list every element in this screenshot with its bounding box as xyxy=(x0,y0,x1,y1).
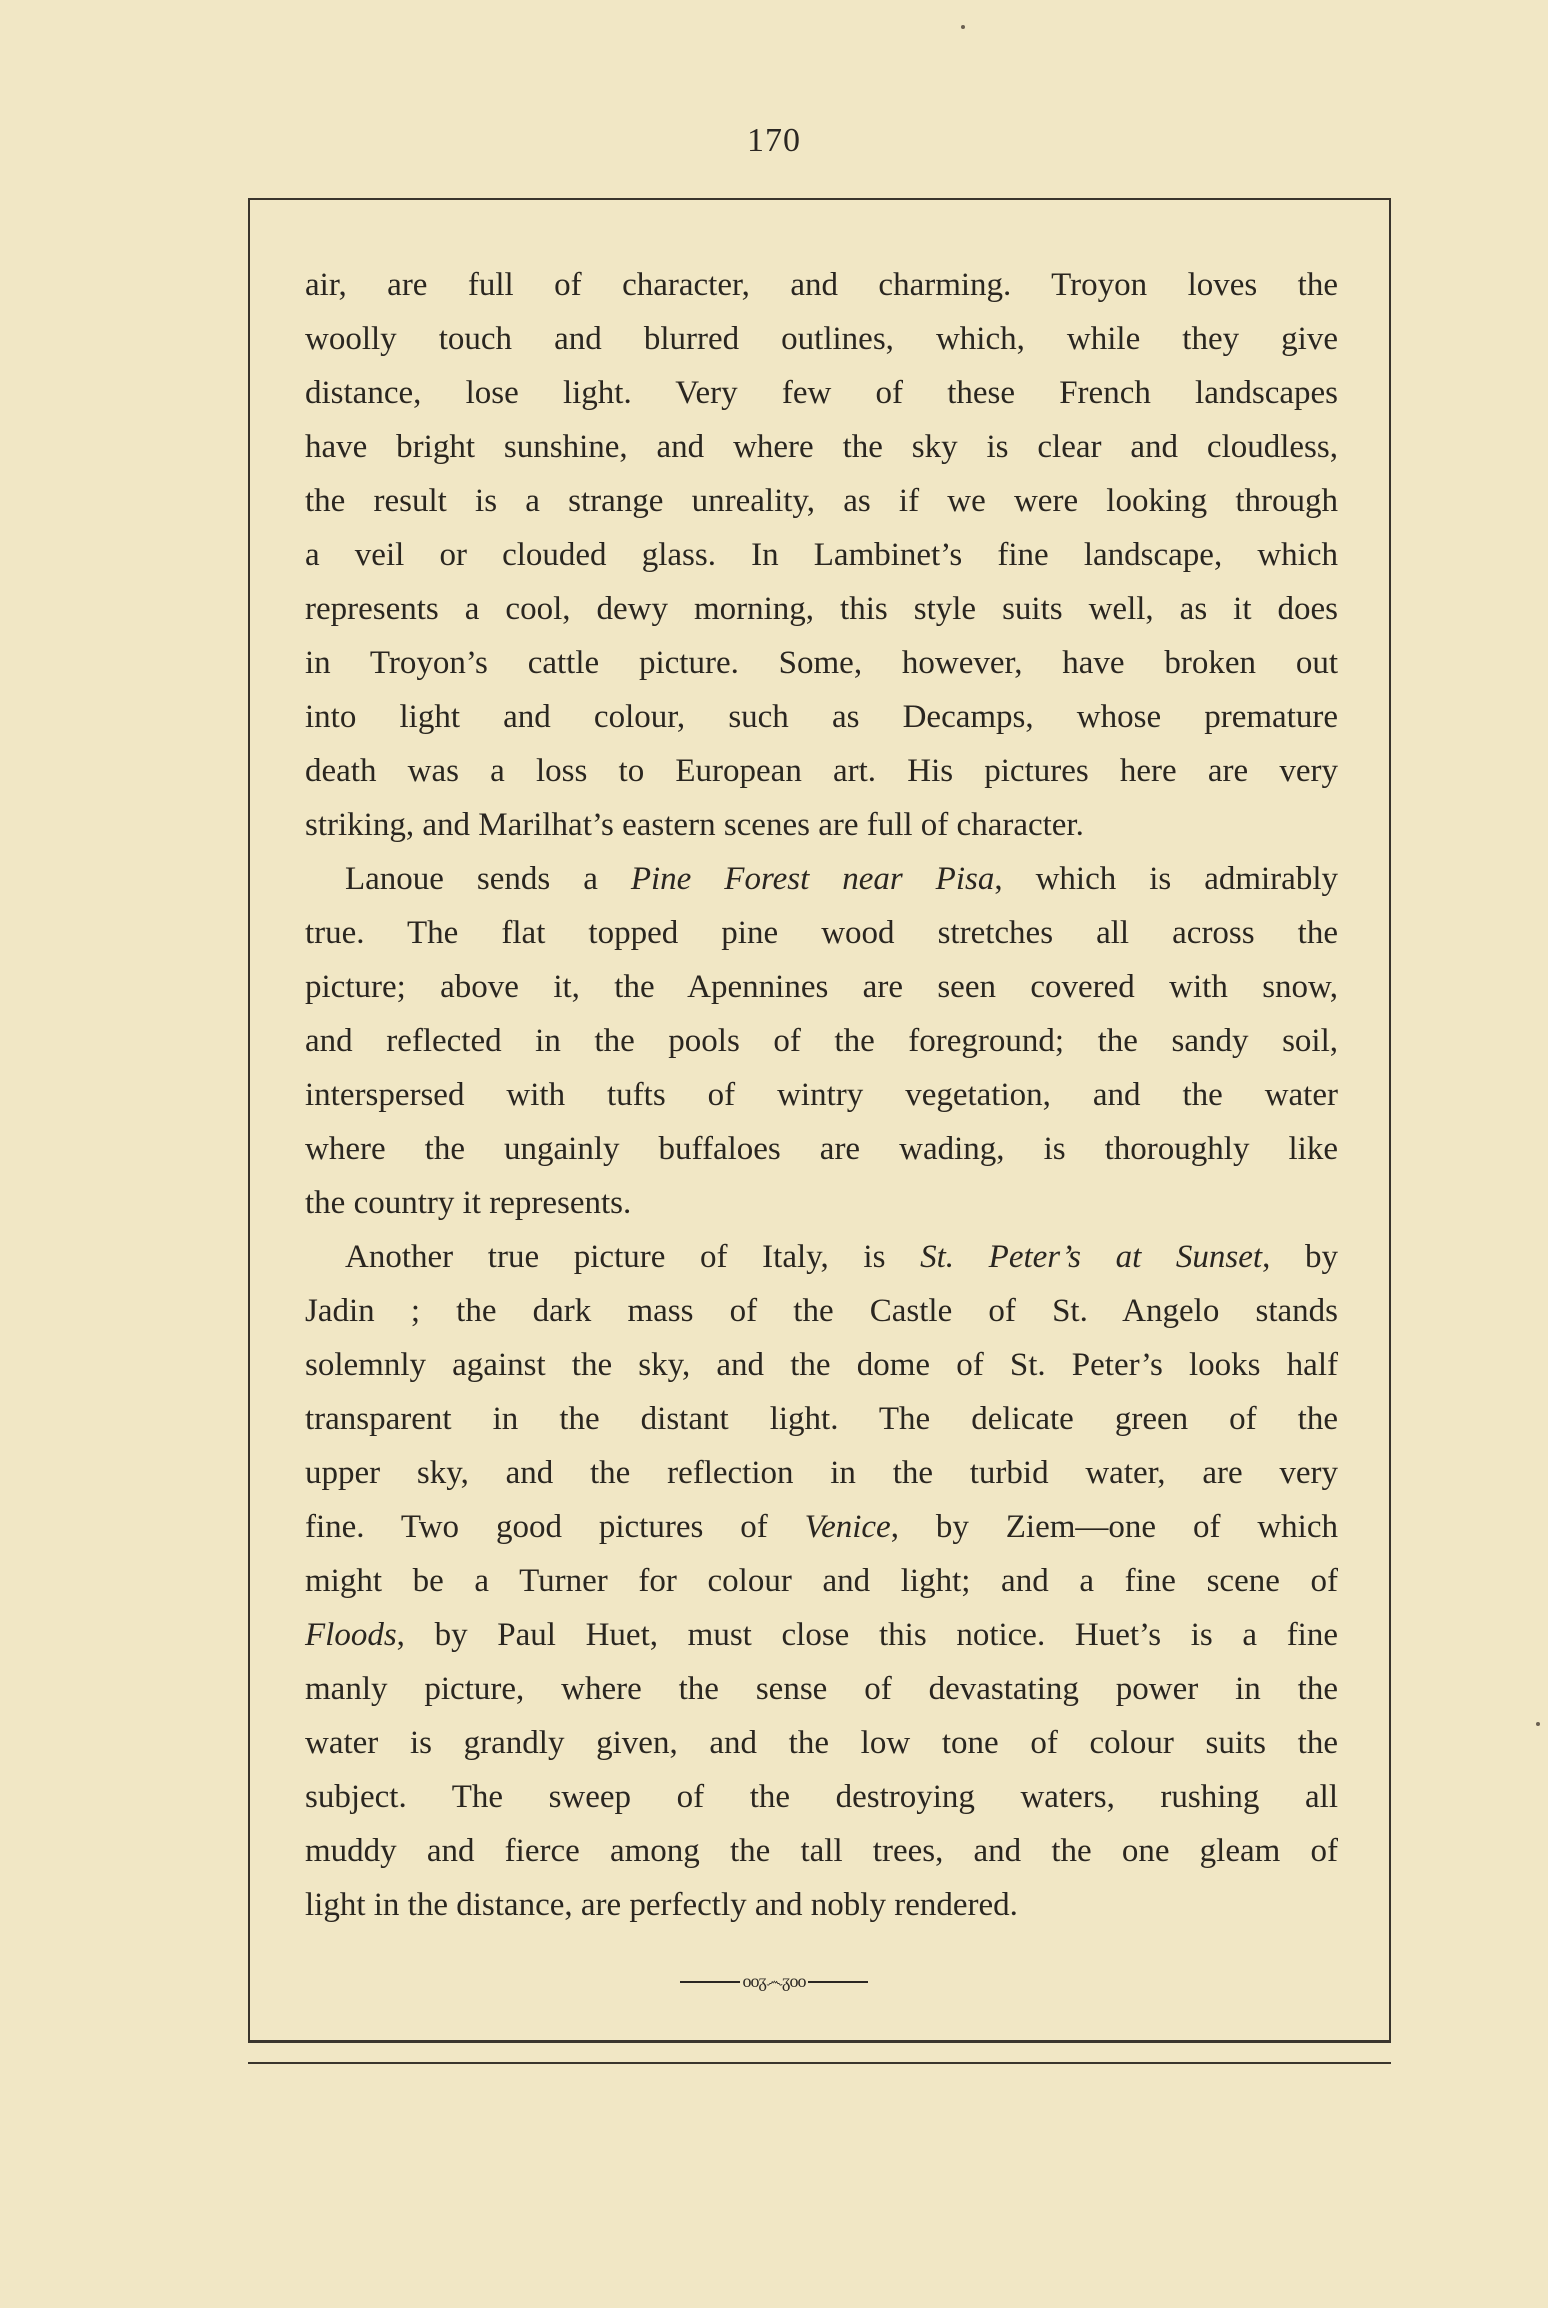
text-line: picture; above it, the Apennines are seen covered with snow, xyxy=(305,969,1338,1005)
text-line: muddy and fierce among the tall trees, and the one gleam of xyxy=(305,1833,1338,1869)
text-line: true. The flat topped pine wood stretches all across the xyxy=(305,915,1338,951)
paragraph-3 xyxy=(305,1230,1338,1932)
text-line: death was a loss to European art. His pictures here are very xyxy=(305,753,1338,789)
paper-speck xyxy=(1536,1722,1540,1726)
page-number: 170 xyxy=(747,122,801,159)
text-line: Jadin ; the dark mass of the Castle of St. Angelo stands xyxy=(305,1293,1338,1329)
text-line: Floods, by Paul Huet, must close this notice. Huet’s is a fine xyxy=(305,1617,1338,1653)
text-line: striking, and Marilhat’s eastern scenes are full of character. xyxy=(305,807,1084,843)
text-line: where the ungainly buffaloes are wading, is thoroughly like xyxy=(305,1131,1338,1167)
text-line: and reflected in the pools of the foreground; the sandy soil, xyxy=(305,1023,1338,1059)
italic-title: Floods xyxy=(305,1617,397,1653)
text-line: the result is a strange unreality, as if we were looking through xyxy=(305,483,1338,519)
text-line: Another true picture of Italy, is St. Peter’s at Sunset, by xyxy=(345,1239,1338,1275)
ornament-rule-right xyxy=(808,1981,868,1983)
text-line: Lanoue sends a Pine Forest near Pisa, which is admirably xyxy=(345,861,1338,897)
text-line: light in the distance, are perfectly and nobly rendered. xyxy=(305,1887,1018,1923)
section-end-ornament xyxy=(0,1970,1548,1992)
text-line: the country it represents. xyxy=(305,1185,632,1221)
text-line: into light and colour, such as Decamps, whose premature xyxy=(305,699,1338,735)
text-line: subject. The sweep of the destroying waters, rushing all xyxy=(305,1779,1338,1815)
text-line: manly picture, where the sense of devastating power in the xyxy=(305,1671,1338,1707)
text-line: upper sky, and the reflection in the turbid water, are very xyxy=(305,1455,1338,1491)
text-line: represents a cool, dewy morning, this style suits well, as it does xyxy=(305,591,1338,627)
paper-speck xyxy=(961,25,965,29)
text-line: fine. Two good pictures of Venice, by Ziem—one of which xyxy=(305,1509,1338,1545)
italic-title: St. Peter’s at Sunset xyxy=(920,1239,1263,1275)
ornament-rule-left xyxy=(680,1981,740,1983)
text-line: interspersed with tufts of wintry vegetation, and the water xyxy=(305,1077,1338,1113)
text-line: woolly touch and blurred outlines, which, while they give xyxy=(305,321,1338,357)
text-line: solemnly against the sky, and the dome of St. Peter’s looks half xyxy=(305,1347,1338,1383)
text-line: transparent in the distant light. The delicate green of the xyxy=(305,1401,1338,1437)
text-line: in Troyon’s cattle picture. Some, however, have broken out xyxy=(305,645,1338,681)
text-line: a veil or clouded glass. In Lambinet’s fine landscape, which xyxy=(305,537,1338,573)
italic-title: Venice xyxy=(804,1509,891,1545)
paragraph-2 xyxy=(305,852,1338,1230)
text-line: might be a Turner for colour and light; and a fine scene of xyxy=(305,1563,1338,1599)
text-line: air, are full of character, and charming. Troyon loves the xyxy=(305,267,1338,303)
bottom-rule xyxy=(248,2062,1391,2064)
body-text xyxy=(305,258,1338,1932)
paragraph-1 xyxy=(305,258,1338,852)
text-line: water is grandly given, and the low tone of colour suits the xyxy=(305,1725,1338,1761)
text-line: have bright sunshine, and where the sky is clear and cloudless, xyxy=(305,429,1338,465)
text-line: distance, lose light. Very few of these French landscapes xyxy=(305,375,1338,411)
ornament-glyph: ooᵹ෴ᵹoo xyxy=(742,1971,806,1992)
italic-title: Pine Forest near Pisa xyxy=(630,861,995,897)
